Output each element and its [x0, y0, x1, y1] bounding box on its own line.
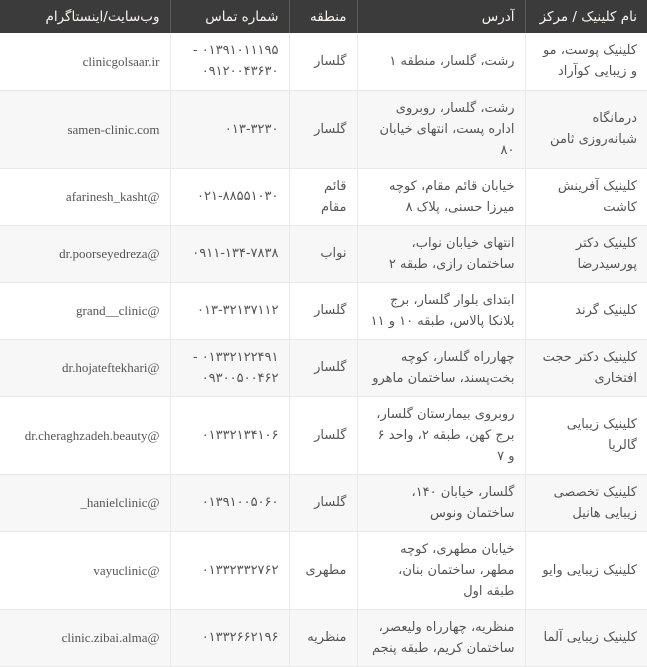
- cell-phone: ۰۱۳-۳۲۱۳۷۱۱۲: [170, 282, 289, 339]
- table-body: [0, 33, 647, 666]
- cell-clinic-name: کلینیک پوست، مو و زیبایی کوآراد: [525, 33, 647, 90]
- cell-website-instagram: @dr.hojateftekhari: [0, 339, 170, 396]
- table-header: [0, 0, 647, 33]
- cell-website-instagram: samen-clinic.com: [0, 90, 170, 168]
- table-row: [0, 531, 647, 609]
- cell-address: گلسار، خیابان ۱۴۰، ساختمان ونوس: [357, 474, 525, 531]
- table-row: [0, 168, 647, 225]
- table-row: [0, 609, 647, 666]
- cell-website-instagram: @vayuclinic: [0, 531, 170, 609]
- cell-clinic-name: کلینیک آفرینش کاشت: [525, 168, 647, 225]
- cell-region: منظریه: [289, 609, 357, 666]
- cell-clinic-name: کلینیک دکتر پورسیدرضا: [525, 225, 647, 282]
- cell-phone: ۰۲۱-۸۸۵۵۱۰۳۰: [170, 168, 289, 225]
- column-header-phone: شماره تماس: [170, 0, 289, 33]
- cell-phone: ۰۱۳۳۲۱۲۲۴۹۱ - ۰۹۳۰۰۵۰۰۴۶۲: [170, 339, 289, 396]
- cell-website-instagram: @dr.cheraghzadeh.beauty: [0, 396, 170, 474]
- cell-phone: ۰۱۳۳۲۱۳۴۱۰۶: [170, 396, 289, 474]
- column-header-website-instagram: وب‌سایت/اینستاگرام: [0, 0, 170, 33]
- cell-region: گلسار: [289, 282, 357, 339]
- cell-address: روبروی بیمارستان گلسار، برج کهن، طبقه ۲، واحد ۶ و ۷: [357, 396, 525, 474]
- table-row: [0, 225, 647, 282]
- cell-region: قائم مقام: [289, 168, 357, 225]
- table-row: [0, 282, 647, 339]
- table-row: [0, 339, 647, 396]
- column-header-region: منطقه: [289, 0, 357, 33]
- cell-region: مطهری: [289, 531, 357, 609]
- cell-clinic-name: درمانگاه شبانه‌روزی ثامن: [525, 90, 647, 168]
- table-row: [0, 396, 647, 474]
- cell-region: گلسار: [289, 474, 357, 531]
- cell-website-instagram: @dr.poorseyedreza: [0, 225, 170, 282]
- cell-website-instagram: @hanielclinic_: [0, 474, 170, 531]
- cell-region: گلسار: [289, 90, 357, 168]
- cell-address: چهارراه گلسار، کوچه بخت‌پسند، ساختمان ماهرو: [357, 339, 525, 396]
- cell-address: رشت، گلسار، منطقه ۱: [357, 33, 525, 90]
- cell-region: گلسار: [289, 33, 357, 90]
- cell-address: خیابان مطهری، کوچه مطهر، ساختمان بنان، طبقه اول: [357, 531, 525, 609]
- cell-clinic-name: کلینیک تخصصی زیبایی هانیل: [525, 474, 647, 531]
- cell-website-instagram: clinicgolsaar.ir: [0, 33, 170, 90]
- column-header-clinic-name: نام کلینیک / مرکز: [525, 0, 647, 33]
- cell-phone: ۰۱۳۳۲۶۶۲۱۹۶: [170, 609, 289, 666]
- table-row: [0, 90, 647, 168]
- cell-clinic-name: کلینیک گرند: [525, 282, 647, 339]
- cell-address: خیابان قائم مقام، کوچه میرزا حسنی، پلاک ۸: [357, 168, 525, 225]
- cell-region: نواب: [289, 225, 357, 282]
- cell-phone: ۰۱۳۹۱۰۱۱۱۹۵ - ۰۹۱۲۰۰۴۳۶۳۰: [170, 33, 289, 90]
- cell-phone: ۰۱۳-۳۲۳۰: [170, 90, 289, 168]
- cell-phone: ۰۱۳۳۲۳۳۲۷۶۲: [170, 531, 289, 609]
- cell-website-instagram: @clinic.zibai.alma: [0, 609, 170, 666]
- cell-clinic-name: کلینیک زیبایی آلما: [525, 609, 647, 666]
- cell-address: رشت، گلسار، روبروی اداره پست، انتهای خیابان ۸۰: [357, 90, 525, 168]
- cell-address: منظریه، چهارراه ولیعصر، ساختمان کریم، طبقه پنجم: [357, 609, 525, 666]
- cell-clinic-name: کلینیک زیبایی وایو: [525, 531, 647, 609]
- cell-address: ابتدای بلوار گلسار، برج بلانکا پالاس، طبقه ۱۰ و ۱۱: [357, 282, 525, 339]
- cell-website-instagram: @afarinesh_kasht: [0, 168, 170, 225]
- cell-region: گلسار: [289, 396, 357, 474]
- cell-phone: ۰۹۱۱-۱۳۴-۷۸۳۸: [170, 225, 289, 282]
- cell-phone: ۰۱۳۹۱۰۰۵۰۶۰: [170, 474, 289, 531]
- cell-region: گلسار: [289, 339, 357, 396]
- cell-clinic-name: کلینیک زیبایی گالریا: [525, 396, 647, 474]
- cell-address: انتهای خیابان نواب، ساختمان رازی، طبقه ۲: [357, 225, 525, 282]
- column-header-address: آدرس: [357, 0, 525, 33]
- table-row: [0, 33, 647, 90]
- cell-website-instagram: @grand__clinic: [0, 282, 170, 339]
- cell-clinic-name: کلینیک دکتر حجت افتخاری: [525, 339, 647, 396]
- header-row: [0, 0, 647, 33]
- table-row: [0, 474, 647, 531]
